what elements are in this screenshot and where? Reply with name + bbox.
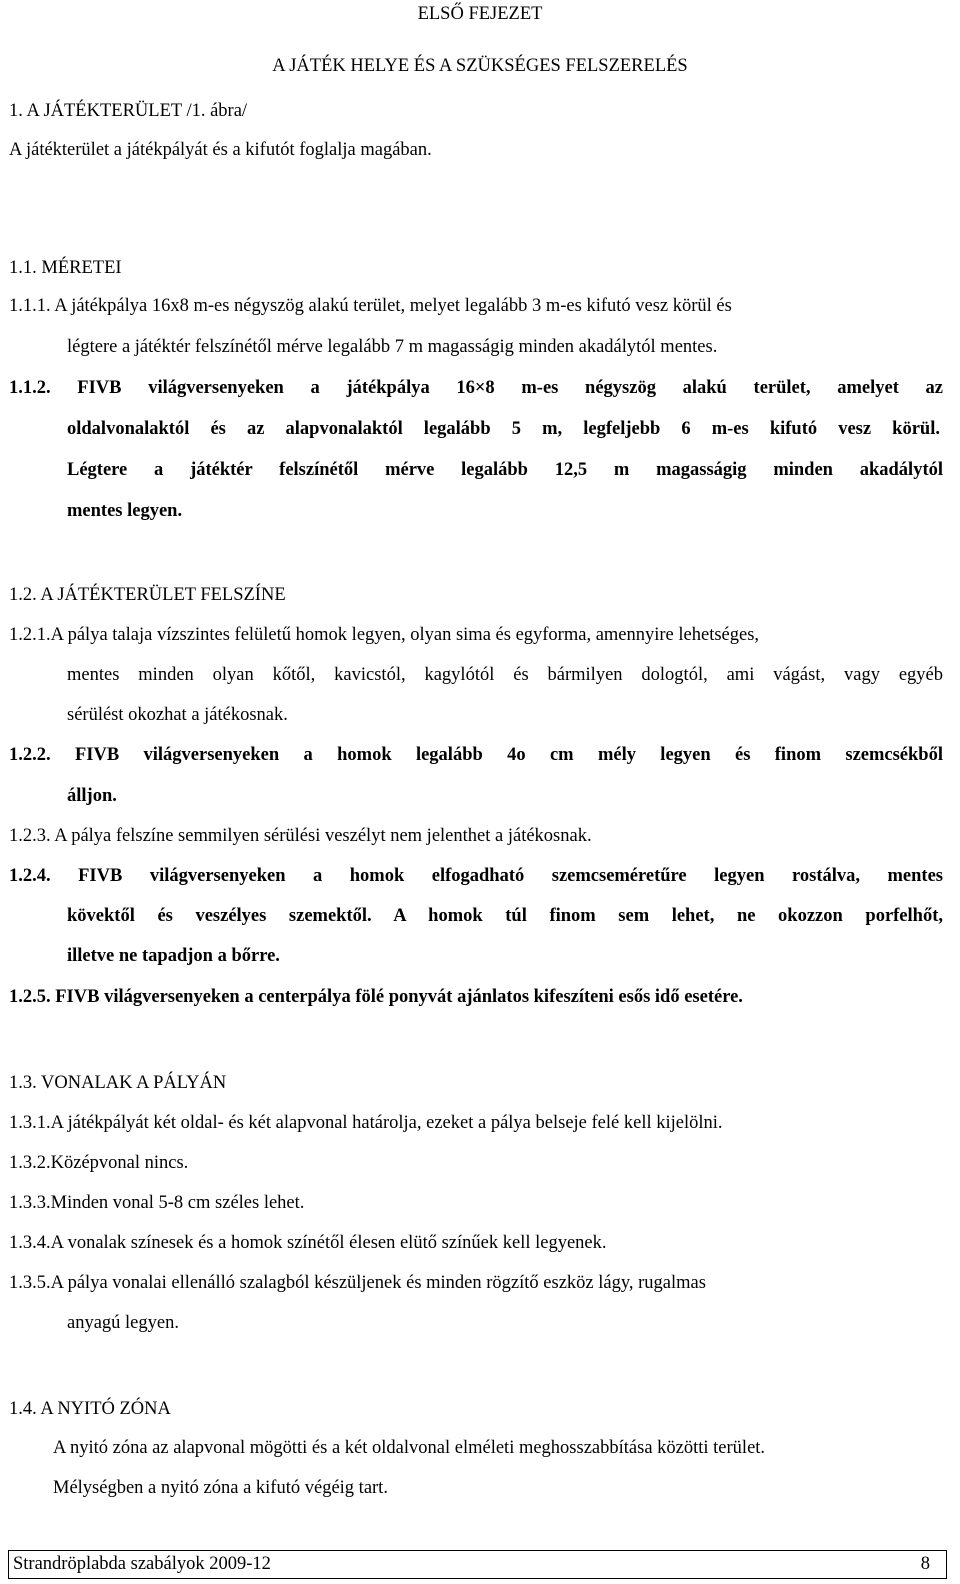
section-1-intro: A játékterület a játékpályát és a kifutót foglalja magában. [9,140,432,160]
footer-page-number: 8 [920,1554,930,1574]
section-1-1-heading: 1.1. MÉRETEI [9,258,122,278]
paragraph-1-2-1-line1: 1.2.1.A pálya talaja vízszintes felületű homok legyen, olyan sima és egyforma, amennyire lehetséges, [9,625,760,645]
paragraph-1-3-5-line1: 1.3.5.A pálya vonalai ellenálló szalagból készüljenek és minden rögzítő eszköz lágy, rugalmas [9,1273,706,1293]
paragraph-1-2-4-line3: illetve ne tapadjon a bőrre. [67,946,280,966]
paragraph-1-2-4-line1: 1.2.4. FIVB világversenyeken a homok elfogadható szemcseméretűre legyen rostálva, mentes [9,866,943,886]
paragraph-1-1-1-line2: légtere a játéktér felszínétől mérve legalább 7 m magasságig minden akadálytól mentes. [67,337,718,357]
paragraph-1-2-3: 1.2.3. A pálya felszíne semmilyen sérülési veszélyt nem jelenthet a játékosnak. [9,826,592,846]
paragraph-1-1-2-line1: 1.1.2. FIVB világversenyeken a játékpálya 16×8 m-es négyszög alakú terület, amelyet az [9,378,943,398]
paragraph-1-1-2-line3: Légtere a játéktér felszínétől mérve legalább 12,5 m magasságig minden akadálytól [67,460,943,480]
paragraph-1-2-1-line3: sérülést okozhat a játékosnak. [67,705,288,725]
paragraph-1-3-5-line2: anyagú legyen. [67,1313,179,1333]
paragraph-1-2-2-line1: 1.2.2. FIVB világversenyeken a homok legalább 4o cm mély legyen és finom szemcsékből [9,745,943,765]
page-footer [8,1550,947,1579]
paragraph-1-3-1: 1.3.1.A játékpályát két oldal- és két alapvonal határolja, ezeket a pálya belseje felé kell kijelölni. [9,1113,723,1133]
section-1-4-heading: 1.4. A NYITÓ ZÓNA [9,1399,171,1419]
paragraph-1-2-5: 1.2.5. FIVB világversenyeken a centerpálya fölé ponyvát ajánlatos kifeszíteni esős idő esetére. [9,987,743,1007]
paragraph-1-2-1-line2: mentes minden olyan kőtől, kavicstól, kagylótól és bármilyen dologtól, ami vágást, vagy egyéb [67,665,943,685]
chapter-title: ELSŐ FEJEZET [417,4,543,24]
document-title: A JÁTÉK HELYE ÉS A SZÜKSÉGES FELSZERELÉS [272,56,688,76]
paragraph-1-1-1-line1: 1.1.1. A játékpálya 16x8 m-es négyszög alakú terület, melyet legalább 3 m-es kifutó vesz körül és [9,296,732,316]
footer-document-name: Strandröplabda szabályok 2009-12 [13,1554,271,1574]
paragraph-1-3-2: 1.3.2.Középvonal nincs. [9,1153,189,1173]
paragraph-1-3-4: 1.3.4.A vonalak színesek és a homok színétől élesen elütő színűek kell legyenek. [9,1233,607,1253]
section-1-4-line2: Mélységben a nyitó zóna a kifutó végéig tart. [53,1478,388,1498]
section-1-2-heading: 1.2. A JÁTÉKTERÜLET FELSZÍNE [9,585,286,605]
paragraph-1-3-3: 1.3.3.Minden vonal 5-8 cm széles lehet. [9,1193,305,1213]
paragraph-1-2-2-line2: álljon. [67,786,117,806]
section-1-4-line1: A nyitó zóna az alapvonal mögötti és a két oldalvonal elméleti meghosszabbítása közötti terület. [53,1438,766,1458]
paragraph-1-2-4-line2: kövektől és veszélyes szemektől. A homok túl finom sem lehet, ne okozzon porfelhőt, [67,906,943,926]
paragraph-1-1-2-line4: mentes legyen. [67,501,183,521]
section-1-heading: 1. A JÁTÉKTERÜLET /1. ábra/ [9,101,248,121]
section-1-3-heading: 1.3. VONALAK A PÁLYÁN [9,1073,227,1093]
paragraph-1-1-2-line2: oldalvonalaktól és az alapvonalaktól legalább 5 m, legfeljebb 6 m-es kifutó vesz körül. [67,419,940,439]
